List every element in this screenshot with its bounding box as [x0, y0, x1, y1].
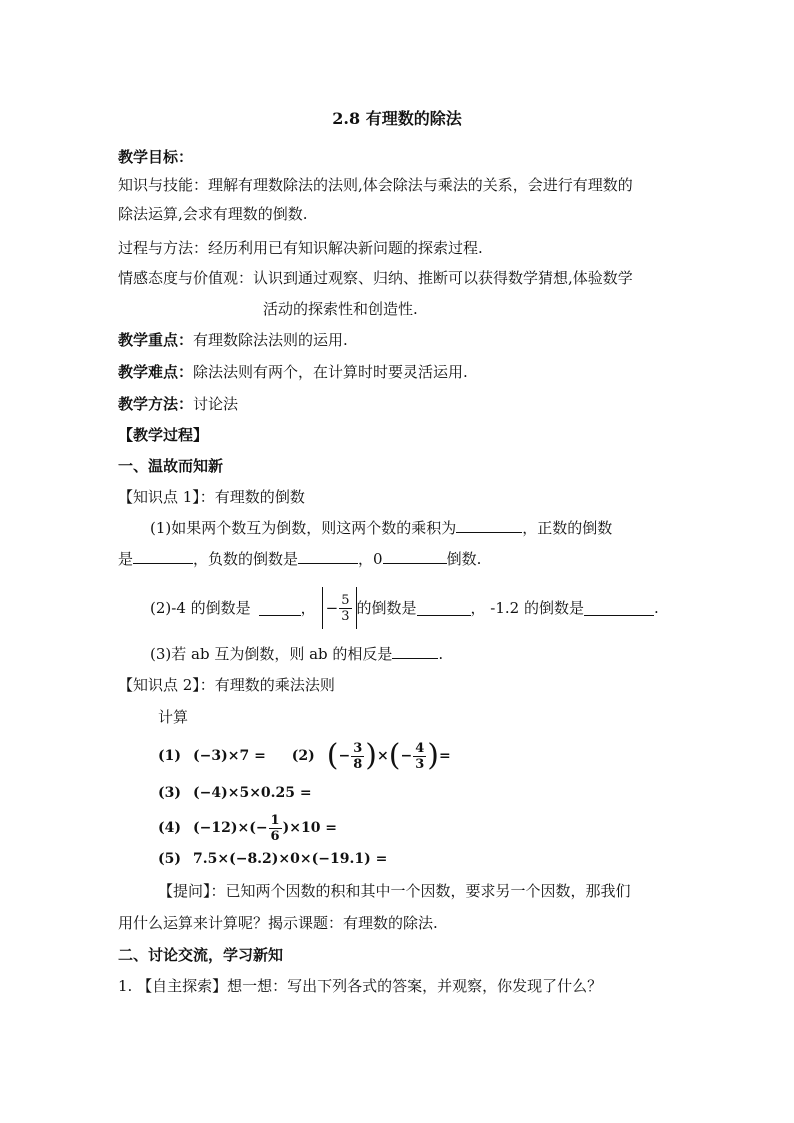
goal-process: 过程与方法：经历利用已有知识解决新问题的探索过程. [118, 239, 483, 257]
denominator: 6 [270, 828, 280, 844]
minus-sign: − [325, 599, 339, 617]
exercise-1-2 [158, 738, 451, 774]
fraction [413, 741, 426, 772]
q1-text-f: 倒数. [446, 550, 482, 568]
exercise-4 [158, 810, 337, 846]
exercise-4-expr-b: )×10 = [282, 820, 338, 836]
exercise-1-expr: (−3)×7 = [193, 748, 266, 764]
numerator: 3 [353, 740, 363, 756]
exercise-3 [158, 781, 312, 805]
answer-blank [383, 548, 447, 564]
numerator: 1 [270, 812, 280, 828]
process-heading: 【教学过程】 [118, 426, 209, 444]
question-1-line2 [118, 548, 481, 570]
q2-text-e: . [654, 599, 659, 617]
q1-text-b: ，正数的倒数 [522, 519, 613, 537]
q1-text-d: ，负数的倒数是 [193, 550, 299, 568]
goal-knowledge-line1: 知识与技能：理解有理数除法的法则,体会除法与乘法的关系，会进行有理数的 [118, 176, 633, 194]
fraction [269, 813, 282, 844]
method-label: 教学方法： [118, 395, 194, 413]
answer-blank [392, 643, 438, 659]
page-title: 2.8 有理数的除法 [332, 109, 462, 128]
answer-blank [298, 548, 358, 564]
answer-blank [456, 517, 522, 533]
denominator: 3 [415, 756, 425, 772]
q1-text-a: (1)如果两个数互为倒数，则这两个数的乘积为 [150, 519, 457, 537]
difficulty-label: 教学难点： [118, 363, 194, 381]
q1-text-e: ，0 [358, 550, 383, 568]
exercise-3-expr: (−4)×5×0.25 = [193, 785, 312, 801]
key-point-label: 教学重点： [118, 331, 194, 349]
goal-knowledge-line2: 除法运算,会求有理数的倒数. [118, 205, 308, 223]
answer-blank [584, 600, 654, 616]
fraction [339, 593, 351, 624]
left-paren: ( [326, 738, 339, 773]
section-discuss-heading: 二、讨论交流，学习新知 [118, 946, 284, 964]
question-1-line1 [150, 517, 612, 539]
goal-attitude-line2: 活动的探索性和创造性. [263, 300, 418, 318]
exercise-5 [158, 847, 387, 871]
left-paren: ( [388, 738, 401, 773]
self-explore: 1. 【自主探索】想一想：写出下列各式的答案，并观察，你发现了什么？ [118, 977, 603, 995]
right-paren: ) [427, 738, 439, 773]
q3-text-a: (3)若 ab 互为倒数，则 ab 的相反是 [150, 645, 393, 663]
key-point-text: 有理数除法法则的运用. [193, 331, 348, 349]
times-sign: × [377, 748, 389, 764]
minus-sign: − [400, 748, 413, 764]
question-3 [150, 643, 443, 665]
minus-sign: − [338, 748, 351, 764]
goal-attitude-line1: 情感态度与价值观：认识到通过观察、归纳、推断可以获得数学猜想,体验数学 [118, 269, 633, 287]
exercise-2-label: (2) [291, 748, 315, 764]
key-point [118, 329, 348, 351]
fraction [351, 741, 364, 772]
knowledge-point-1: 【知识点 1】：有理数的倒数 [118, 488, 305, 506]
answer-blank [133, 548, 193, 564]
absolute-value-fraction [322, 587, 357, 629]
difficulty-text: 除法法则有两个，在计算时时要灵活运用. [193, 363, 468, 381]
exercise-4-label: (4) [158, 820, 181, 836]
question-prompt-line1: 【提问】：已知两个因数的积和其中一个因数，要求另一个因数，那我们 [158, 882, 631, 900]
right-paren: ) [365, 738, 378, 773]
q2-text-b: ， [300, 599, 316, 617]
exercise-3-label: (3) [158, 785, 181, 801]
numerator: 4 [415, 740, 425, 756]
numerator: 5 [341, 592, 350, 608]
answer-blank [417, 600, 471, 616]
q2-text-a: (2)-4 的倒数是 [150, 599, 251, 617]
question-prompt-line2: 用什么运算来计算呢？揭示课题：有理数的除法. [118, 914, 438, 932]
question-2 [150, 586, 659, 630]
method [118, 393, 238, 415]
denominator: 8 [353, 756, 363, 772]
difficulty [118, 361, 468, 383]
calc-label: 计算 [158, 708, 189, 726]
q2-text-d: ， -1.2 的倒数是 [470, 599, 584, 617]
q3-text-b: . [438, 645, 444, 663]
knowledge-point-2: 【知识点 2】：有理数的乘法法则 [118, 676, 335, 694]
goals-heading: 教学目标： [118, 148, 194, 166]
exercise-1-label: (1) [158, 748, 181, 764]
section-review-heading: 一、温故而知新 [118, 457, 224, 475]
equals-sign: = [438, 748, 451, 764]
exercise-5-expr: 7.5×(−8.2)×0×(−19.1) = [193, 851, 388, 867]
exercise-4-expr-a: (−12)×(− [193, 820, 268, 836]
q1-text-c: 是 [118, 550, 134, 568]
answer-blank [259, 600, 301, 616]
denominator: 3 [341, 608, 350, 624]
exercise-5-label: (5) [158, 851, 181, 867]
method-text: 讨论法 [193, 395, 239, 413]
q2-text-c: 的倒数是 [356, 599, 417, 617]
